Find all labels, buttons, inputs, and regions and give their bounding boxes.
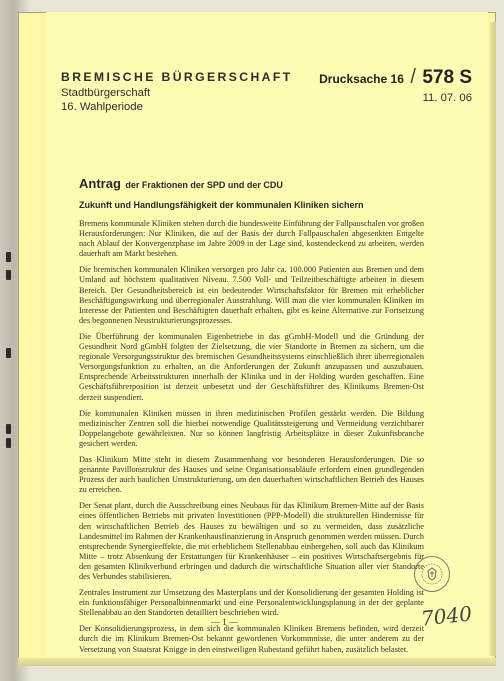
- page-edge: [490, 22, 496, 656]
- document-number-slash: /: [410, 66, 416, 88]
- paragraph: Die bremischen kommunalen Kliniken versorgen pro Jahr ca. 100.000 Patienten aus Bremen und dem Umland auf höchstem qualitativen Niveau. 7.500 Voll- und Teilzeitbeschäftigte arbeiten in diesem Bereich. Der Gesundheitsbereich ist ein bedeutender Wirtschaftsfaktor für Bremen mit erheblicher Beschäftigungswirkung und überregionaler Ausstrahlung. Will man die vier kommunalen Kliniken im Interesse der Patienten und Beschäftigten dauerhaft erhalten, gibt es keine Alternative zur Fortsetzung des begonnenen Neustrukturierungsprozesses.: [79, 265, 424, 325]
- punch-hole: [6, 270, 11, 280]
- document-number-label: Drucksache 16: [319, 72, 404, 86]
- organization-name: BREMISCHE BÜRGERSCHAFT: [61, 70, 293, 84]
- paragraph: Zentrales Instrument zur Umsetzung des Masterplans und der Konsolidierung der gesamten Holding ist ein funktionsfähiger Personalbinnenmarkt und eine Personalentwicklungsplanung in der der geplante Stellenabbau an den Standorten detailliert beschrieben wird.: [79, 588, 424, 618]
- paragraph: Der Konsolidierungsprozess, in dem sich die kommunalen Kliniken Bremens befinden, wird derzeit durch die im Klinikum Bremen-Ost bekannt gewordenen Vorkommnisse, die unter anderem zu der Versetzung von Staatsrat Knigge in den einstweiligen Ruhestand geführt haben, zusätzlich belastet.: [79, 624, 424, 654]
- document-sheet: [46, 12, 488, 658]
- punch-hole: [6, 424, 11, 434]
- paragraph: Bremens kommunale Kliniken stehen durch die bundesweite Einführung der Fallpauschalen vor großen Herausforderungen: Nur Kliniken, die auf der Basis der durch Fallpauschalen abgesenkten Entgelte nach Ablauf der Konvergenzphase im Jahre 2009 in der Lage sind, kostendeckend zu arbeiten, werden dauerhaft am Markt bestehen.: [79, 219, 424, 259]
- punch-hole: [6, 348, 11, 358]
- motion-heading: [79, 175, 283, 193]
- legislative-period: 16. Wahlperiode: [61, 101, 143, 113]
- chamber-name: Stadtbürgerschaft: [61, 87, 151, 99]
- document-body: [79, 219, 424, 661]
- paragraph: Der Senat plant, durch die Ausschreibung eines Neubaus für das Klinikum Bremen-Mitte auf der Basis eines öffentlichen Betriebs mit privaten Investitionen (PPP-Modell) die strukturellen Hindernisse für den wirtschaftlichen Betrieb des Hauses zu bewältigen und so zu vermeiden, dass zusätzliche Landesmittel im Rahmen der Krankenhausfinanzierung in Anspruch genommen werden müssen. Durch entsprechende Synergieeffekte, die mit erheblichem Stellenabbau einhergehen, soll auch das Klinikum Mitte – trotz Absenkung der Erstattungen für Krankenhäuser – ein positives Wirtschaftsergebnis für den gesamten Klinikverbund erbringen und dadurch die wirtschaftliche Situation aller vier Standorte des Verbundes stabilisieren.: [79, 501, 424, 581]
- emblem-stamp-icon: [414, 556, 450, 592]
- document-number: [319, 66, 472, 89]
- page-number: — 1 —: [211, 617, 238, 627]
- document-header: [61, 66, 472, 128]
- paragraph: Die Überführung der kommunalen Eigenbetriebe in das gGmbH-Modell und die Gründung der Gesundheit Nord gGmbH folgten der Zielsetzung, die vier Standorte in Bremen zu sichern, um die regionale Versorgungsstruktur des bremischen Gesundheitssystems einschließlich ihrer überregionalen Versorgungsfunktion zu erhalten, an die Anforderungen der Zukunft anzupassen und auszubauen. Entsprechende Arbeitsstrukturen innerhalb der Klinika und in der Holding wurden geschaffen. Eine Geschäftsführerposition ist derzeit unbesetzt und der Geschäftsführer des Klinikums Bremen-Ost derzeit suspendiert.: [79, 331, 424, 402]
- punch-hole: [6, 438, 11, 448]
- document-date: 11. 07. 06: [422, 92, 472, 104]
- document-page: [18, 12, 496, 666]
- punch-hole: [6, 252, 11, 262]
- paragraph: Die kommunalen Kliniken müssen in ihren medizinischen Profilen gestärkt werden. Die Bildung medizinischer Zentren soll die hierbei notwendige Qualitätssteigerung und Vermeidung verzichtbarer Doppelangebote gewährleisten. Nur so können langfristig Arbeitsplätze in dieser Zukunftsbranche gesichert werden.: [79, 408, 424, 448]
- motion-parties: der Fraktionen der SPD und der CDU: [125, 180, 283, 190]
- motion-title: Antrag: [79, 176, 121, 191]
- paragraph: Das Klinikum Mitte steht in diesem Zusammenhang vor besonderen Herausforderungen. Die so genannte Pavillonstruktur des Hauses und seine Organisationsabläufe erfordern einen grundlegenden Prozess der auch baulichen Umstrukturierung, um den dauerhaften wirtschaftlichen Betrieb des Hauses zu erreichen.: [79, 454, 424, 495]
- motion-subject: Zukunft und Handlungsfähigkeit der kommunalen Kliniken sichern: [79, 200, 364, 210]
- handwritten-number: 7040: [419, 601, 474, 631]
- document-number-value: 578 S: [422, 67, 472, 88]
